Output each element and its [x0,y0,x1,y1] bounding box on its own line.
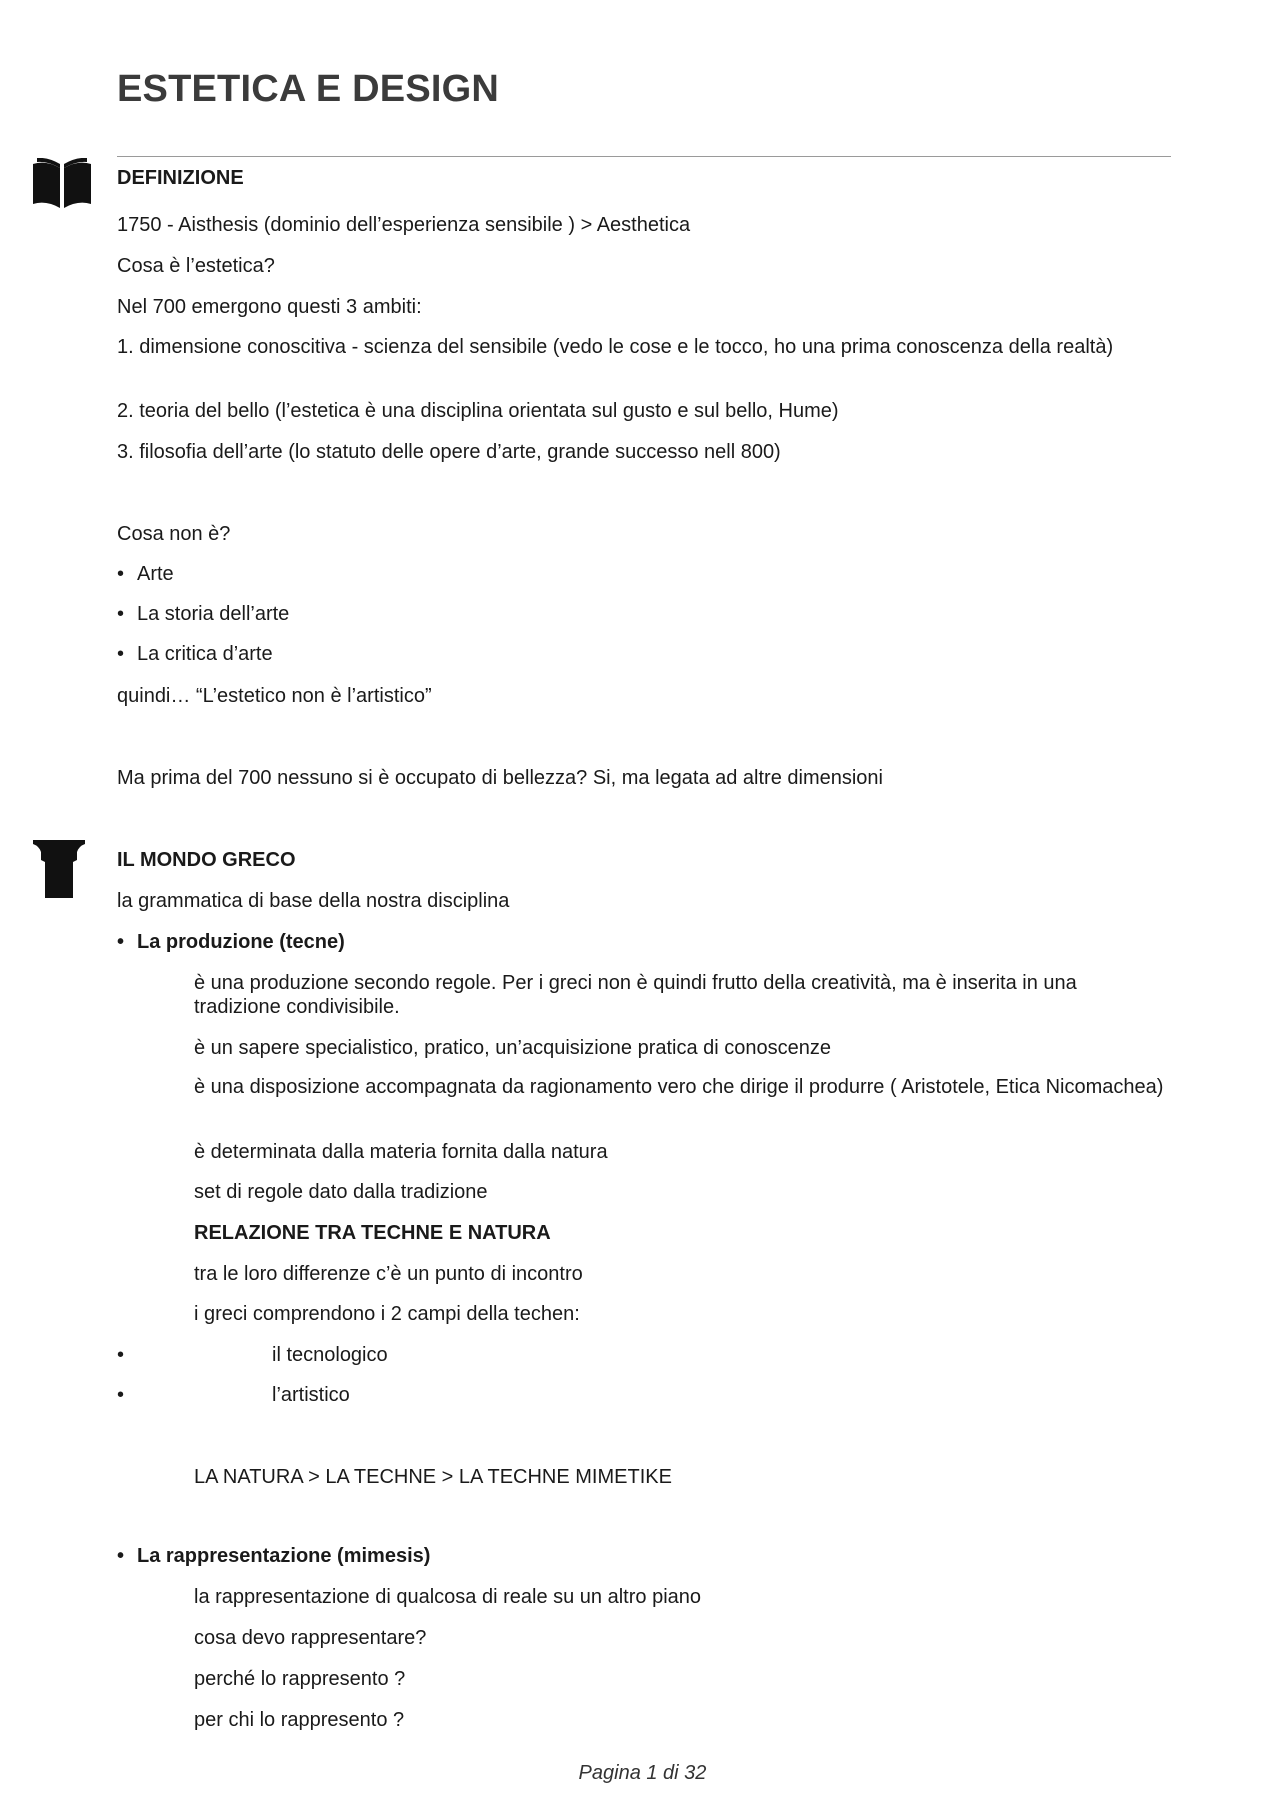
list-item: • La storia dell’arte [117,603,290,625]
campo-bullet: • [117,1344,125,1366]
produzione-line: è una disposizione accompagnata da ragionamento vero che dirige il produrre ( Aristotele, Etica Nicomachea) [194,1076,1164,1098]
ambito-item: 3. filosofia dell’arte (lo statuto delle opere d’arte, grande successo nell 800) [117,441,781,463]
relazione-line: tra le loro differenze c’è un punto di incontro [194,1263,583,1285]
produzione-label: • La produzione (tecne) [117,931,345,953]
campo-item: l’artistico [272,1384,350,1406]
prima-line: Ma prima del 700 nessuno si è occupato di bellezza? Si, ma legata ad altre dimensioni [117,767,883,789]
section-divider [117,156,1171,157]
campo-bullet: • [117,1384,125,1406]
list-item: • La critica d’arte [117,643,273,665]
page-title: ESTETICA E DESIGN [117,68,500,110]
rappresentazione-label: • La rappresentazione (mimesis) [117,1545,431,1567]
rappresentazione-line: per chi lo rappresento ? [194,1709,405,1731]
greco-heading: IL MONDO GRECO [117,849,296,871]
definizione-line: 1750 - Aisthesis (dominio dell’esperienza sensibile ) > Aesthetica [117,214,691,236]
definizione-line: Nel 700 emergono questi 3 ambiti: [117,296,422,318]
relazione-heading: RELAZIONE TRA TECHNE E NATURA [194,1222,551,1244]
produzione-line: è un sapere specialistico, pratico, un’acquisizione pratica di conoscenze [194,1037,832,1059]
relazione-line: i greci comprendono i 2 campi della techen: [194,1303,580,1325]
book-icon [33,158,91,212]
rappresentazione-line: la rappresentazione di qualcosa di reale su un altro piano [194,1586,702,1608]
sequenza-line: LA NATURA > LA TECHNE > LA TECHNE MIMETIKE [194,1466,672,1488]
ambito-item: 2. teoria del bello (l’estetica è una disciplina orientata sul gusto e sul bello, Hume) [117,400,839,422]
list-item: • Arte [117,563,174,585]
page-number: Pagina 1 di 32 [578,1762,707,1784]
definizione-heading: DEFINIZIONE [117,167,244,189]
rappresentazione-line: cosa devo rappresentare? [194,1627,427,1649]
produzione-line: è una produzione secondo regole. Per i greci non è quindi frutto della creatività, ma è inserita in una tradizione condivisibile. [194,972,1077,1018]
rappresentazione-line: perché lo rappresento ? [194,1668,406,1690]
campo-item: il tecnologico [272,1344,388,1366]
non-question: Cosa non è? [117,523,231,545]
produzione-line: è determinata dalla materia fornita dalla natura [194,1141,608,1163]
quindi-line: quindi… “L’estetico non è l’artistico” [117,685,432,707]
column-icon [33,840,85,898]
produzione-line: set di regole dato dalla tradizione [194,1181,488,1203]
definizione-line: Cosa è l’estetica? [117,255,275,277]
greco-intro: la grammatica di base della nostra disciplina [117,890,510,912]
ambito-item: 1. dimensione conoscitiva - scienza del sensibile (vedo le cose e le tocco, ho una prima conoscenza della realtà) [117,336,1114,358]
